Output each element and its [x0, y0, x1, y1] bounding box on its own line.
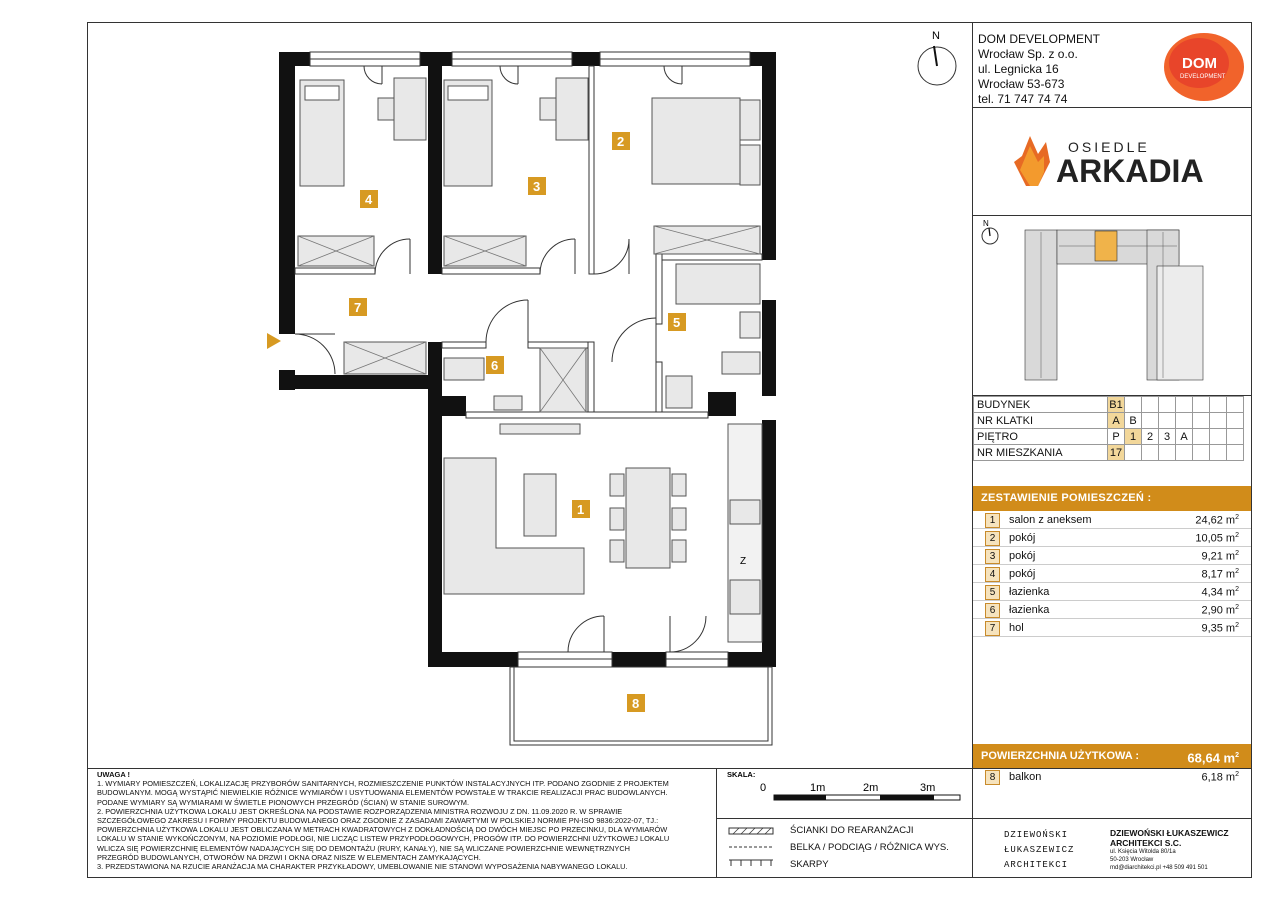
svg-text:3m: 3m	[920, 782, 936, 794]
svg-text:1: 1	[577, 502, 585, 517]
scale-bar	[722, 770, 962, 804]
architect-info: DZIEWOŃSKI ŁUKASZEWICZ ARCHITEKCI S.C. ul. Księcia Witolda 80/1a 50-203 Wrocław md@diarchitekci.pl +48 509 491 501	[1110, 828, 1229, 871]
divider	[972, 215, 1252, 216]
apartment-label: NR MIESZKANIA	[974, 445, 1108, 461]
divider	[716, 818, 1252, 819]
fridge-mark: Z	[740, 556, 747, 567]
balcony-row: 8 balkon 6,18 $m^2$	[973, 768, 1251, 786]
room-row: 5 łazienka 4,34 $m^2$	[973, 583, 1251, 601]
room-row: 6 łazienka 2,90 $m^2$	[973, 601, 1251, 619]
legend-item: ŚCIANKI DO REARANŻACJI	[790, 825, 914, 836]
svg-text:1m: 1m	[810, 782, 826, 794]
svg-text:7: 7	[354, 300, 362, 315]
site-key-plan	[979, 218, 1237, 388]
architect-logo: DZIEWOŃSKI ŁUKASZEWICZ ARCHITEKCI	[1004, 830, 1075, 870]
notes: UWAGA ! 1. WYMIARY POMIESZCZEŃ, LOKALIZACJĘ PRZYBORÓW SANITARNYCH, ROZMIESZCZENIE PUNKTÓW INSTALACYJNYCH ITP. PODANO ZGODNIE Z PROJEKTEM BUDOWLANYM. MOGĄ WYSTĄPIĆ NIEWIELKIE RÓŻNICE WYMIARÓW I USYTUOWANIA ELEMENTÓW POWSTAŁE W TRAKCIE REALIZACJI PRAC BUDOWLANYCH. PODANE WYMIARY SĄ WYMIARAMI W ŚWIETLE PIONOWYCH PRZEGRÓD (ŚCIAN) W STANIE SUROWYM. 2. POWIERZCHNIA UŻYTKOWA LOKALU JEST OKREŚLONA NA PODSTAWIE ROZPORZĄDZENIA MINISTRA ROZWOJU Z DN. 11.09.2020 R. W SPRAWIE SZCZEGÓŁOWEGO ZAKRESU I FORMY PROJEKTU BUDOWLANEGO ORAZ ZGODNIE Z ZASADAMI ZAWARTYMI W POLSKIEJ NORMIE PN-ISO 9836:2022-07, TJ.: POWIERZCHNIA UŻYTKOWA LOKALU JEST OBLICZANA W METRACH KWADRATOWYCH Z DOKŁADNOŚCIĄ DO DWÓCH MIEJSC PO PRZECINKU, DLA WYMIARÓW LOKALU W STANIE WYKOŃCZONYM, NA POZIOMIE PODŁOGI, NIE LICZĄC LISTEW PRZYPODŁOGOWYCH, PROGÓW ITP. DO POWIERZCHNI UŻYTKOWEJ LOKALU WLICZA SIĘ POWIERZCHNIĘ ELEMENTÓW NADAJĄCYCH SIĘ DO DEMONTAŻU (RURY, KANAŁY), NIE SĄ WLICZANE POWIERZCHNIE WEWNĘTRZNYCH PRZEGRÓD BUDOWLANYCH, OTWORÓW NA DRZWI I OKNA ORAZ NISZE W ELEMENTACH ZAMYKAJĄCYCH. 3. PRZEDSTAWIONA NA RZUCIE ARANŻACJA MA CHARAKTER PRZYKŁADOWY, UMEBLOWANIE NIE STANOWI WYPOSAŻENIA NABYWANEGO LOKALU.	[97, 770, 670, 872]
usable-area-total: POWIERZCHNIA UŻYTKOWA : 68,64 $m^2$	[973, 744, 1251, 768]
room-row: 7 hol 9,35 $m^2$	[973, 619, 1251, 637]
stair-label: NR KLATKI	[974, 413, 1108, 429]
room-row: 1 salon z aneksem 24,62 $m^2$	[973, 511, 1251, 529]
divider	[716, 768, 717, 878]
osiedle-arkadia-logo	[1008, 132, 1218, 192]
rooms-header: ZESTAWIENIE POMIESZCZEŃ :	[973, 486, 1251, 511]
company-info: DOM DEVELOPMENT Wrocław Sp. z o.o. ul. Legnicka 16 Wrocław 53-673 tel. 71 747 74 74	[978, 32, 1101, 106]
legend-item: SKARPY	[790, 859, 829, 870]
apartment-location-highlight	[1095, 231, 1117, 261]
building-label: BUDYNEK	[974, 397, 1108, 413]
room-row: 2 pokój 10,05 $m^2$	[973, 529, 1251, 547]
svg-text:N: N	[932, 30, 940, 42]
legend-symbols	[727, 826, 777, 872]
svg-text:2m: 2m	[863, 782, 879, 794]
dom-development-logo	[1163, 30, 1245, 102]
svg-text:3: 3	[533, 179, 541, 194]
room-badges	[349, 132, 686, 712]
svg-text:ARKADIA: ARKADIA	[1056, 153, 1204, 189]
svg-text:DEVELOPMENT: DEVELOPMENT	[1180, 74, 1226, 80]
svg-text:0: 0	[760, 782, 767, 794]
svg-text:6: 6	[491, 358, 499, 373]
svg-text:SKALA:: SKALA:	[727, 770, 756, 779]
svg-text:5: 5	[673, 315, 681, 330]
svg-text:N: N	[983, 219, 989, 228]
floor-label: PIĘTRO	[974, 429, 1108, 445]
floor-plan	[88, 23, 972, 767]
room-row: 3 pokój 9,21 $m^2$	[973, 547, 1251, 565]
svg-text:DOM: DOM	[1182, 55, 1217, 72]
svg-text:8: 8	[632, 696, 640, 711]
svg-text:OSIEDLE: OSIEDLE	[1068, 139, 1150, 155]
entrance-arrow-icon	[267, 333, 281, 349]
compass-icon	[913, 28, 963, 94]
legend-item: BELKA / PODCIĄG / RÓŻNICA WYS.	[790, 842, 949, 853]
svg-text:4: 4	[365, 192, 373, 207]
apartment-info-table: BUDYNEK B1 NR KLATKI A B PIĘTRO P 1 2 3 A NR MIESZKANIA 17	[973, 396, 1244, 461]
room-row: 4 pokój 8,17 $m^2$	[973, 565, 1251, 583]
svg-text:2: 2	[617, 134, 625, 149]
divider	[972, 107, 1252, 108]
